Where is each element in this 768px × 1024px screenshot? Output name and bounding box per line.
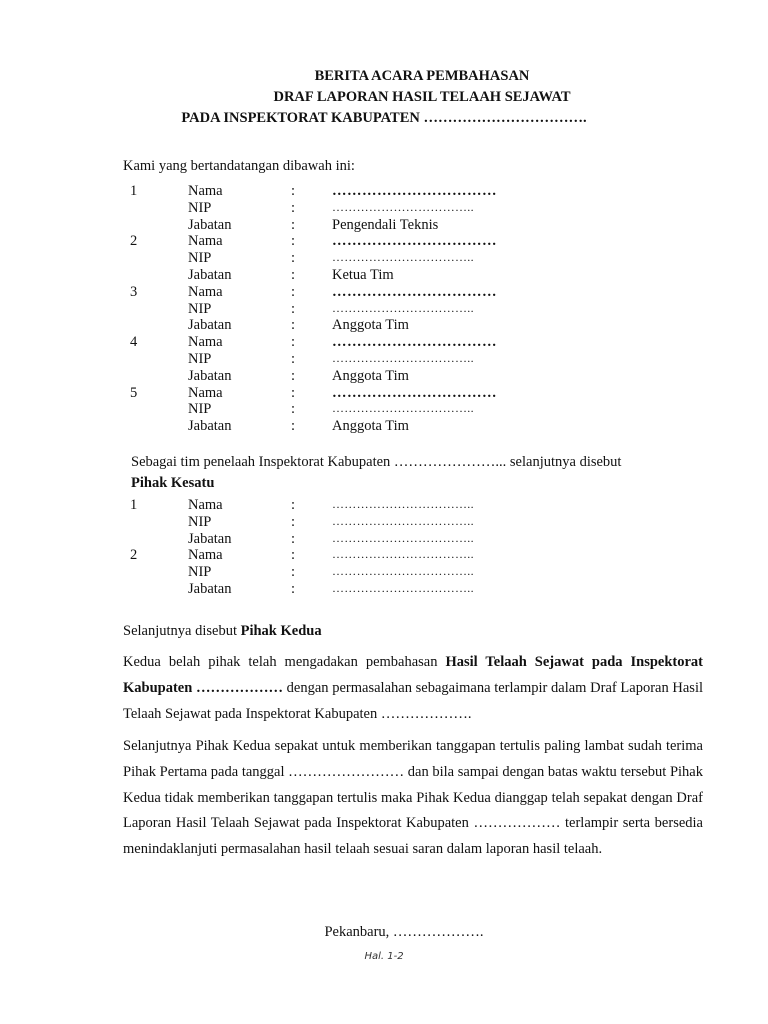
sebagai-text: Sebagai tim penelaah Inspektorat Kabupaten …………………... selanjutnya disebut [131,454,622,470]
label-jabatan: Jabatan [188,367,232,384]
colon: : [291,547,296,564]
title-line-1: BERITA ACARA PEMBAHASAN [314,68,530,84]
label-nama: Nama [188,283,223,300]
label-nip: NIP [188,564,212,581]
label-jabatan: Jabatan [188,418,232,435]
colon: : [291,250,296,267]
member-nama-value: …………………………… [332,334,497,351]
colon: : [291,216,296,233]
member-number: 2 [130,233,138,250]
member-nip-value: …………………………….. [332,300,474,315]
colon: : [291,367,296,384]
colon: : [291,418,296,435]
place-date: Pekanbaru, ………………. [324,924,484,940]
pihak-kedua-label: Pihak Kedua [240,623,322,639]
label-jabatan: Jabatan [188,317,232,334]
member-jabatan-value: Pengendali Teknis [332,216,439,233]
colon: : [291,183,296,199]
party-nip-value: …………………………….. [332,513,474,528]
label-nip: NIP [188,300,212,317]
label-nip: NIP [188,513,212,530]
colon: : [291,266,296,283]
party-nama-value: …………………………….. [332,497,474,511]
colon: : [291,513,296,530]
label-jabatan: Jabatan [188,266,232,283]
label-nip: NIP [188,401,212,418]
label-nama: Nama [188,384,223,401]
colon: : [291,300,296,317]
member-nama-value: …………………………… [332,233,497,250]
colon: : [291,564,296,581]
party-nip-value: …………………………….. [332,564,474,579]
colon: : [291,199,296,216]
selanjutnya-text: Selanjutnya disebut [123,623,241,639]
colon: : [291,283,296,300]
para1-bold: Hasil Telaah Sejawat pada Inspektorat Kabupaten ……………… [123,654,703,696]
member-jabatan-value: Ketua Tim [332,266,394,283]
colon: : [291,580,296,597]
label-nama: Nama [188,183,223,199]
intro-text: Kami yang bertandatangan dibawah ini: [123,158,355,174]
pihak-kesatu-paragraph [131,452,693,494]
label-jabatan: Jabatan [188,530,232,547]
party-nama-value: …………………………….. [332,547,474,562]
para1-text-a: Kedua belah pihak telah mengadakan pembahasan [123,654,446,670]
member-nip-value: …………………………….. [332,199,474,214]
party-jabatan-value: …………………………….. [332,530,474,545]
party-number: 1 [130,497,138,513]
member-number: 4 [130,334,138,351]
colon: : [291,334,296,351]
label-nama: Nama [188,497,223,513]
label-nama: Nama [188,233,223,250]
colon: : [291,384,296,401]
label-nip: NIP [188,199,212,216]
label-jabatan: Jabatan [188,580,232,597]
member-nama-value: …………………………… [332,283,497,300]
member-nip-value: …………………………….. [332,401,474,416]
member-number: 5 [130,384,138,401]
label-nama: Nama [188,547,223,564]
party-number: 2 [130,547,138,564]
title-line-2: DRAF LAPORAN HASIL TELAAH SEJAWAT [273,89,571,105]
label-nip: NIP [188,250,212,267]
title-line-3: PADA INSPEKTORAT KABUPATEN ……………………………. [181,110,587,126]
member-number: 3 [130,283,138,300]
member-jabatan-value: Anggota Tim [332,367,409,384]
colon: : [291,530,296,547]
member-jabatan-value: Anggota Tim [332,317,409,334]
colon: : [291,497,296,513]
colon: : [291,401,296,418]
colon: : [291,350,296,367]
colon: : [291,233,296,250]
colon: : [291,317,296,334]
pihak-kedua-line [123,623,322,640]
member-number: 1 [130,183,138,199]
member-nama-value: …………………………… [332,384,497,401]
member-jabatan-value: Anggota Tim [332,418,409,435]
tanggapan-paragraph: Selanjutnya Pihak Kedua sepakat untuk memberikan tanggapan tertulis paling lambat sudah terima Pihak Pertama pada tanggal …………………… dan bila sampai dengan batas waktu tersebut Pihak Kedua tidak memberikan tanggapan tertulis maka Pihak Kedua dianggap telah sepakat dengan Draf Laporan Hasil Telaah Sejawat pada Inspektorat Kabupaten ……………… terlampir serta bersedia menindaklanjuti permasalahan hasil telaah sesuai saran dalam laporan hasil telaah. [123,738,703,858]
label-jabatan: Jabatan [188,216,232,233]
pembahasan-paragraph [123,650,703,727]
party-jabatan-value: …………………………….. [332,580,474,595]
member-nip-value: …………………………….. [332,350,474,365]
para1-text-c: dengan permasalahan sebagaimana terlampir dalam Draf Laporan Hasil Telaah Sejawat pada Inspektorat Kabupaten ………………. [123,679,703,722]
member-nama-value: …………………………… [332,183,497,199]
label-nama: Nama [188,334,223,351]
pihak-kesatu-label: Pihak Kesatu [131,475,215,491]
label-nip: NIP [188,350,212,367]
page-number: Hal. 1-2 [364,951,404,962]
member-nip-value: …………………………….. [332,250,474,265]
